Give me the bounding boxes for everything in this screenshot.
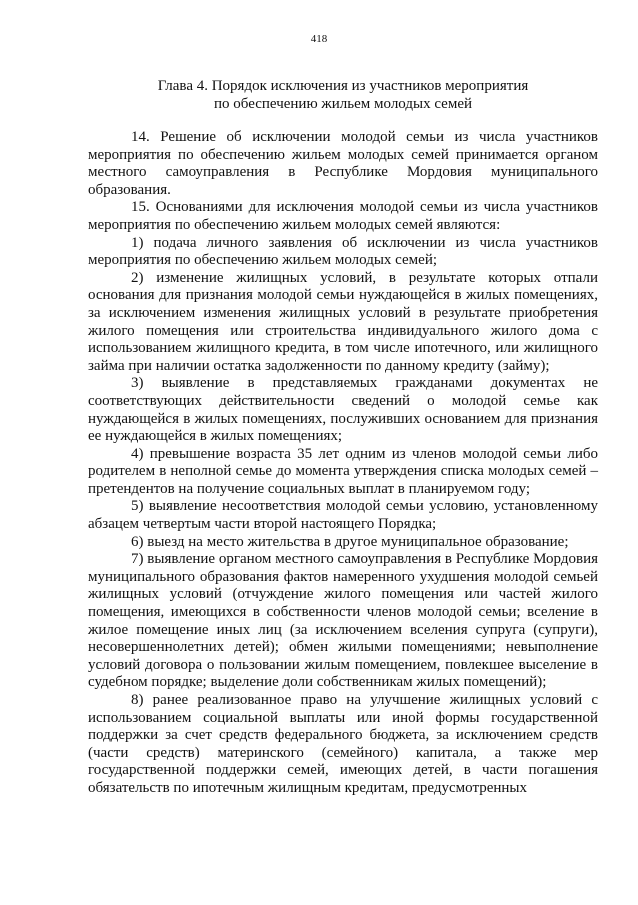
chapter-heading (88, 77, 598, 113)
list-item-6: 6) выезд на место жительства в другое муниципальное образование; (131, 533, 569, 550)
list-item-4: 4) превышение возраста 35 лет одним из членов молодой семьи либо родителем в неполной семье до момента утверждения списка молодых семей – претендентов на получение социальных выплат в планируемом году; (88, 445, 598, 497)
document-body (88, 129, 598, 798)
paragraph-15: 15. Основаниями для исключения молодой семьи из числа участников мероприятия по обеспечению жильем молодых семей являются: (88, 199, 598, 233)
list-item-3: 3) выявление в представляемых гражданами документах не соответствующих действительности сведений о молодой семье как нуждающейся в жилых помещениях, послуживших основанием для признания ее нуждающейся в жилых помещениях; (88, 375, 598, 445)
list-item-2: 2) изменение жилищных условий, в результате которых отпали основания для признания молодой семьи нуждающейся в жилых помещениях, за исключением изменения жилищных условий в результате приобретения жилого помещения или строительства индивидуального жилого дома с использованием жилищного кредита, в том числе ипотечного, или жилищного займа при наличии остатка задолженности по данному кредиту (займу); (88, 269, 598, 374)
chapter-title-line-2: по обеспечению жильем молодых семей (213, 96, 473, 112)
page-number: 418 (310, 33, 328, 45)
list-item-1: 1) подача личного заявления об исключении из числа участников мероприятия по обеспечению жильем молодых семей; (88, 234, 598, 269)
chapter-title-line-1: Глава 4. Порядок исключения из участников мероприятия (157, 78, 529, 94)
list-item-5: 5) выявление несоответствия молодой семьи условию, установленному абзацем четвертым части второй настоящего Порядка; (88, 498, 598, 533)
list-item-7: 7) выявление органом местного самоуправления в Республике Мордовия муниципального образования фактов намеренного ухудшения молодой семьей жилищных условий (отчуждение жилого помещения или частей жилого помещения, имеющихся в собственности членов молодой семьи; вселение в жилое помещение иных лиц (за исключением вселения супруга (супруги), несовершеннолетних детей); обмен жилыми помещениями; невыполнение условий договора о пользовании жилым помещением, повлекшее выселение в судебном порядке; выделение доли собственникам жилых помещений); (88, 551, 598, 691)
list-item-8: 8) ранее реализованное право на улучшение жилищных условий с использованием социальной выплаты или иной формы государственной поддержки за счет средств федерального бюджета, за исключением средств (части средств) материнского (семейного) капитала, а также мер государственной поддержки семей, имеющих детей, в части погашения обязательств по ипотечным жилищным кредитам, предусмотренных (88, 692, 598, 796)
paragraph-14: 14. Решение об исключении молодой семьи из числа участников мероприятия по обеспечению жильем молодых семей принимается органом местного самоуправления в Республике Мордовия муниципального образования. (88, 129, 598, 198)
